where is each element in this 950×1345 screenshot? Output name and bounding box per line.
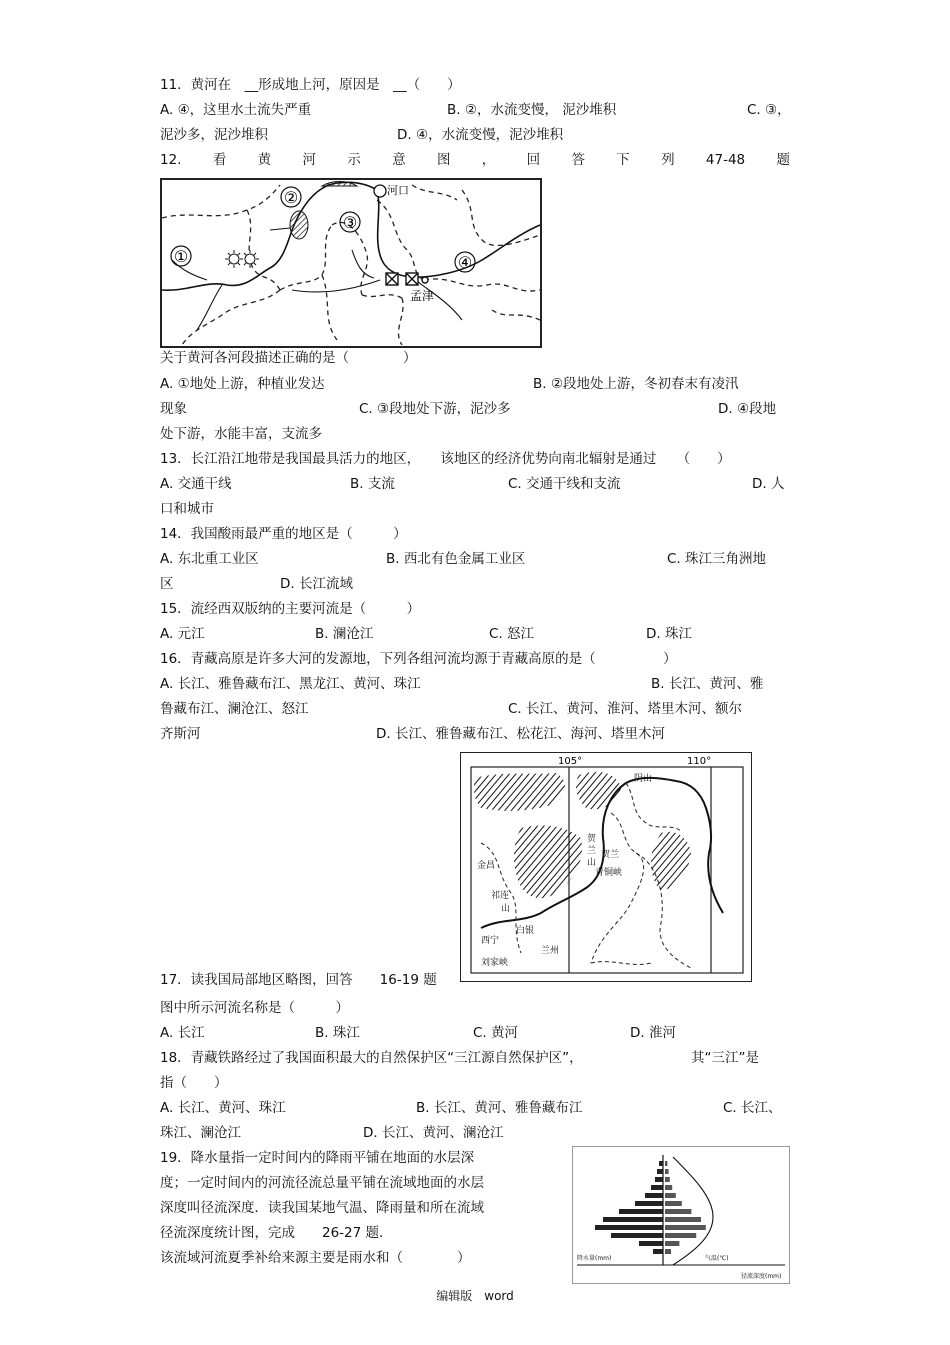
- precipitation-bar: [595, 1225, 663, 1230]
- precipitation-bar: [651, 1185, 663, 1190]
- q19-line: 径流深度统计图，完成 26-27 题.: [160, 1225, 384, 1241]
- axis-label-precipitation: 降水量(mm): [577, 1255, 612, 1262]
- q17-option-a: A. 长江: [160, 1025, 205, 1041]
- q12-stem-word: 示: [347, 152, 361, 168]
- map-label-mengjin: 孟津: [410, 289, 435, 303]
- q11-stem: 11．黄河在 __形成地上河，原因是 __（ ）: [160, 77, 461, 93]
- q13-options-row1: [160, 474, 790, 494]
- map-label-2: ②: [283, 188, 299, 207]
- label-liujiaxia: 刘家峡: [481, 958, 509, 968]
- precipitation-bar: [645, 1193, 663, 1198]
- precipitation-bar: [657, 1169, 663, 1174]
- label-lanzhou: 兰州: [541, 946, 560, 956]
- q19-line: 度；一定时间内的河流径流总量平铺在流域地面的水层: [160, 1175, 484, 1191]
- q12-stem-word: 回: [526, 152, 541, 168]
- q14-stem: 14．我国酸雨最严重的地区是（ ）: [160, 526, 407, 542]
- q14-option-d: D. 长江流域: [280, 576, 353, 592]
- q12-stem-word: 河: [302, 152, 316, 168]
- q16-option-c-cont: 齐斯河: [160, 726, 201, 742]
- q19-line: 深度叫径流深度．读我国某地气温、降雨量和所在流域: [160, 1200, 484, 1216]
- runoff-bar: [665, 1169, 669, 1174]
- q13-option-d-cont: 口和城市: [160, 501, 214, 517]
- q12-option-b: B. ②段地处上游，冬初春末有凌汛: [533, 376, 739, 392]
- precipitation-bar: [619, 1209, 663, 1214]
- q18-option-b: B. 长江、黄河、雅鲁藏布江: [416, 1100, 583, 1116]
- label-shan2: 山: [501, 904, 511, 914]
- q12-options-row2: [160, 399, 790, 419]
- q14-option-a: A. 东北重工业区: [160, 551, 259, 567]
- q12-stem-word: 看: [212, 152, 227, 168]
- runoff-bar: [665, 1217, 701, 1222]
- runoff-bar: [665, 1177, 670, 1182]
- label-qingtongxia: 青铜峡: [595, 868, 623, 878]
- longitude-110: 110°: [687, 756, 712, 767]
- map-label-hekou: 河口: [387, 184, 409, 197]
- q12-option-a: A. ①地处上游，种植业发达: [160, 376, 325, 392]
- q14-option-c-cont: 区: [160, 576, 174, 592]
- q15-option-b: B. 澜沧江: [315, 626, 374, 642]
- runoff-bar: [665, 1225, 706, 1230]
- climate-runoff-chart-drawing: [573, 1147, 789, 1283]
- yellow-river-map: [160, 178, 542, 348]
- q15-option-d: D. 珠江: [646, 626, 692, 642]
- q12-stem-word: 列: [661, 152, 675, 168]
- q12-option-b-cont: 现象: [160, 401, 187, 417]
- runoff-bar: [665, 1209, 691, 1214]
- yellow-river-map-drawing: [162, 180, 540, 346]
- q12-stem-word: 黄: [257, 152, 272, 168]
- q13-stem: 13．长江沿江地带是我国最具活力的地区， 该地区的经济优势向南北辐射是通过 （ ）: [160, 451, 731, 467]
- q16-option-d: D. 长江、雅鲁藏布江、松花江、海河、塔里木河: [376, 726, 665, 742]
- q12-stem-word: 意: [392, 152, 406, 168]
- label-shan: 山: [587, 858, 597, 868]
- q18-option-c: C. 长江、: [723, 1100, 782, 1116]
- q12-option-c: C. ③段地处下游，泥沙多: [359, 401, 511, 417]
- q12-stem-word: 下: [616, 152, 630, 168]
- q18-options-row1: [160, 1098, 790, 1118]
- q16-option-a: A. 长江、雅鲁藏布江、黑龙江、黄河、珠江: [160, 676, 421, 692]
- q18-option-c-cont: 珠江、澜沧江: [160, 1125, 241, 1141]
- precipitation-bar: [635, 1201, 663, 1206]
- q17-option-d: D. 淮河: [630, 1025, 676, 1041]
- label-qilian: 祁连: [491, 891, 510, 901]
- q13-option-b: B. 支流: [350, 476, 395, 492]
- q17-option-c: C. 黄河: [473, 1025, 519, 1041]
- map-label-3: ③: [342, 213, 358, 232]
- runoff-bar: [665, 1161, 667, 1166]
- runoff-bar: [665, 1201, 682, 1206]
- label-helan: 贺兰: [601, 850, 620, 860]
- label-jinchang: 金昌: [477, 861, 496, 871]
- q18-stem-line2: 指（ ）: [160, 1075, 228, 1091]
- q13-option-c: C. 交通干线和支流: [508, 476, 621, 492]
- label-baiyin: 白银: [516, 926, 535, 936]
- q12-option-d-cont: 处下游，水能丰富，支流多: [160, 426, 322, 442]
- label-xining: 西宁: [481, 936, 500, 946]
- q17-stem: 17．读我国局部地区略图，回答 16-19 题: [160, 972, 437, 988]
- q14-option-c: C. 珠江三角洲地: [667, 551, 767, 567]
- q15-options: [160, 624, 790, 644]
- axis-label-runoff: 径流深度(mm): [741, 1273, 782, 1280]
- precipitation-bar: [611, 1233, 663, 1238]
- q15-stem: 15．流经西双版纳的主要河流是（ ）: [160, 601, 421, 617]
- q11-option-b: B. ②，水流变慢， 泥沙堆积: [447, 102, 617, 118]
- q12-option-d: D. ④段地: [718, 401, 777, 417]
- q16-option-b-cont: 鲁藏布江、澜沧江、怒江: [160, 701, 309, 717]
- q12-stem: [160, 150, 790, 170]
- q17-options: [160, 1023, 790, 1043]
- precipitation-bar: [655, 1177, 663, 1182]
- axis-label-temperature: 气温(℃): [705, 1255, 729, 1262]
- q18-options-row2: [160, 1123, 790, 1143]
- label-yinshan: 阴山: [634, 774, 653, 784]
- q17-option-b: B. 珠江: [315, 1025, 360, 1041]
- precipitation-bar: [659, 1161, 663, 1166]
- q19-question: 该流域河流夏季补给来源主要是雨水和（ ）: [160, 1250, 471, 1266]
- q12-stem-word: ，: [481, 152, 496, 168]
- precipitation-bar: [603, 1217, 663, 1222]
- q12-stem-word: 题: [776, 152, 790, 168]
- label-he: 贺: [587, 834, 597, 844]
- q12-stem-word: 47-48: [705, 152, 746, 168]
- q14-option-b: B. 西北有色金属工业区: [386, 551, 526, 567]
- precipitation-bar: [639, 1241, 663, 1246]
- q12-question: 关于黄河各河段描述正确的是（ ）: [160, 350, 417, 366]
- q11-option-c-cont: 泥沙多，泥沙堆积: [160, 127, 268, 143]
- runoff-bar: [665, 1185, 672, 1190]
- label-lan: 兰: [587, 846, 597, 856]
- climate-runoff-chart: [572, 1146, 790, 1284]
- q16-options-row1: [160, 674, 790, 694]
- q11-option-a: A. ④，这里水土流失严重: [160, 102, 312, 118]
- q12-stem-word: 图: [436, 152, 451, 168]
- precipitation-bar: [653, 1249, 663, 1254]
- q17-question: 图中所示河流名称是（ ）: [160, 1000, 349, 1016]
- q11-option-d: D. ④，水流变慢，泥沙堆积: [397, 127, 564, 143]
- runoff-bar: [665, 1233, 696, 1238]
- q16-stem: 16．青藏高原是许多大河的发源地，下列各组河流均源于青藏高原的是（ ）: [160, 651, 677, 667]
- q11-options-row2: [160, 125, 790, 145]
- region-map: [460, 752, 752, 982]
- q12-stem-word: 答: [571, 152, 585, 168]
- q16-option-c: C. 长江、黄河、淮河、塔里木河、额尔: [508, 701, 743, 717]
- q14-options-row1: [160, 549, 790, 569]
- q16-option-b: B. 长江、黄河、雅: [651, 676, 764, 692]
- q11-option-c: C. ③，: [747, 102, 791, 118]
- region-map-drawing: [461, 753, 751, 981]
- q11-options-row1: [160, 100, 790, 120]
- q15-option-a: A. 元江: [160, 626, 205, 642]
- q18-option-d: D. 长江、黄河、澜沧江: [363, 1125, 504, 1141]
- footer: 编辑版 word: [436, 1289, 514, 1303]
- runoff-bar: [665, 1241, 679, 1246]
- q16-options-row2: [160, 699, 790, 719]
- q18-option-a: A. 长江、黄河、珠江: [160, 1100, 286, 1116]
- q16-options-row3: [160, 724, 790, 744]
- q18-stem-tail: 其“三江”是: [691, 1050, 759, 1066]
- map-label-4: ④: [457, 253, 473, 272]
- map-label-1: ①: [173, 247, 189, 266]
- runoff-bar: [665, 1249, 671, 1254]
- q12-stem-word: 12.: [160, 152, 182, 168]
- q18-stem: 18．青藏铁路经过了我国面积最大的自然保护区“三江源自然保护区”，: [160, 1050, 583, 1066]
- q14-options-row2: [160, 574, 790, 594]
- q12-options-row1: [160, 374, 790, 394]
- q13-option-d: D. 人: [752, 476, 785, 492]
- q18-stem-line1: [160, 1048, 790, 1068]
- runoff-bar: [665, 1193, 676, 1198]
- q13-option-a: A. 交通干线: [160, 476, 232, 492]
- q15-option-c: C. 怒江: [489, 626, 535, 642]
- q19-line: 19．降水量指一定时间内的降雨平铺在地面的水层深: [160, 1150, 475, 1166]
- longitude-105: 105°: [558, 756, 583, 767]
